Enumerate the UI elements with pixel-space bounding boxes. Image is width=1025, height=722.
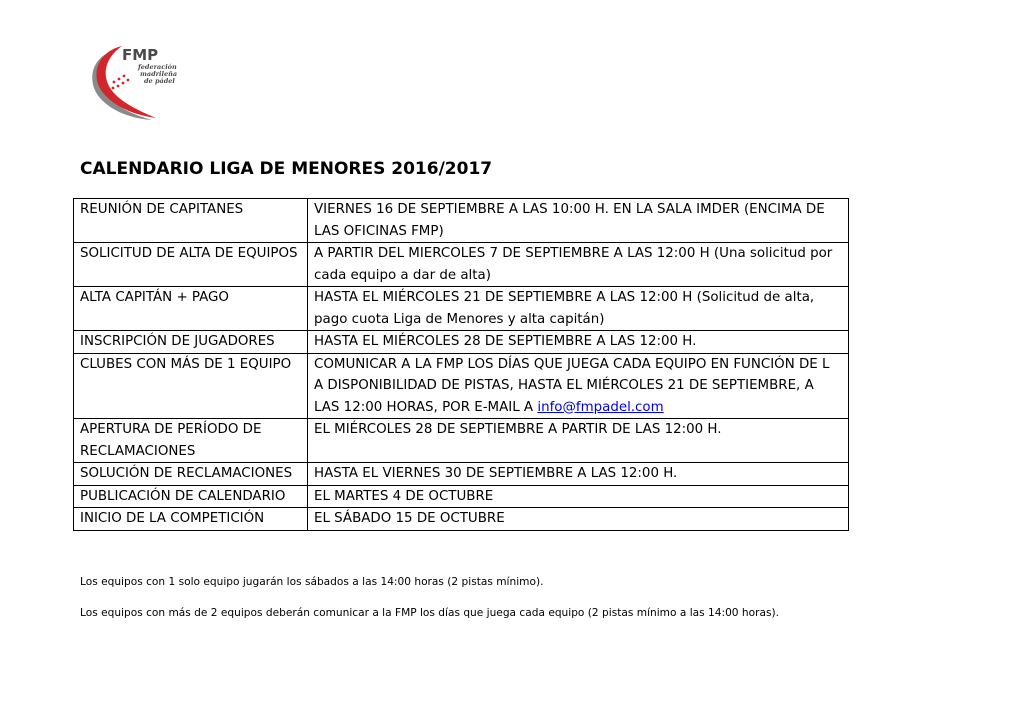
row-value: EL MIÉRCOLES 28 DE SEPTIEMBRE A PARTIR DE LAS 12:00 H. (308, 419, 849, 463)
table-row (74, 331, 849, 354)
table-row (74, 463, 849, 486)
table-row (74, 199, 849, 243)
table-row (74, 485, 849, 508)
row-value: EL MARTES 4 DE OCTUBRE (308, 485, 849, 508)
row-value: VIERNES 16 DE SEPTIEMBRE A LAS 10:00 H. EN LA SALA IMDER (ENCIMA DE LAS OFICINAS FMP) (308, 199, 849, 243)
table-row (74, 419, 849, 463)
logo-line-1: federación (138, 63, 177, 71)
row-value: HASTA EL MIÉRCOLES 28 DE SEPTIEMBRE A LAS 12:00 H. (308, 331, 849, 354)
fmp-logo-graphic (86, 42, 182, 122)
table-row (74, 287, 849, 331)
row-value: EL SÁBADO 15 DE OCTUBRE (308, 508, 849, 531)
note-single-team: Los equipos con 1 solo equipo jugarán los sábados a las 14:00 horas (2 pistas mínimo). (80, 576, 544, 588)
row-label: PUBLICACIÓN DE CALENDARIO (74, 485, 308, 508)
row-label: APERTURA DE PERÍODO DE RECLAMACIONES (74, 419, 308, 463)
logo-main-text: FMP (122, 46, 159, 64)
table-row (74, 508, 849, 531)
row-label: INICIO DE LA COMPETICIÓN (74, 508, 308, 531)
logo-stars (112, 75, 130, 90)
row-label: SOLICITUD DE ALTA DE EQUIPOS (74, 243, 308, 287)
table-row (74, 353, 849, 419)
row-value (308, 353, 849, 419)
row-value: A PARTIR DEL MIERCOLES 7 DE SEPTIEMBRE A LAS 12:00 H (Una solicitud por cada equipo a dar de alta) (308, 243, 849, 287)
page-title: CALENDARIO LIGA DE MENORES 2016/2017 (80, 159, 493, 179)
note-multiple-teams: Los equipos con más de 2 equipos deberán comunicar a la FMP los días que juega cada equipo (2 pistas mínimo a las 14:00 horas). (80, 607, 779, 619)
logo-line-3: de pádel (144, 77, 175, 85)
calendar-table (73, 198, 849, 531)
logo-line-2: madrileña (140, 70, 178, 78)
table-row (74, 243, 849, 287)
row-value: HASTA EL MIÉRCOLES 21 DE SEPTIEMBRE A LAS 12:00 H (Solicitud de alta, pago cuota Liga de Menores y alta capitán) (308, 287, 849, 331)
row-label: INSCRIPCIÓN DE JUGADORES (74, 331, 308, 354)
fmp-logo (86, 42, 182, 122)
row-label: CLUBES CON MÁS DE 1 EQUIPO (74, 353, 308, 419)
row-label: SOLUCIÓN DE RECLAMACIONES (74, 463, 308, 486)
row-value: HASTA EL VIERNES 30 DE SEPTIEMBRE A LAS 12:00 H. (308, 463, 849, 486)
row-value-text: COMUNICAR A LA FMP LOS DÍAS QUE JUEGA CADA EQUIPO EN FUNCIÓN DE L A DISPONIBILIDAD DE PISTAS, HASTA EL MIÉRCOLES 21 DE SEPTIEMBRE, A LAS 12:00 HORAS, POR E-MAIL A (314, 356, 830, 415)
row-label: ALTA CAPITÁN + PAGO (74, 287, 308, 331)
row-label: REUNIÓN DE CAPITANES (74, 199, 308, 243)
email-link[interactable]: info@fmpadel.com (537, 399, 664, 415)
